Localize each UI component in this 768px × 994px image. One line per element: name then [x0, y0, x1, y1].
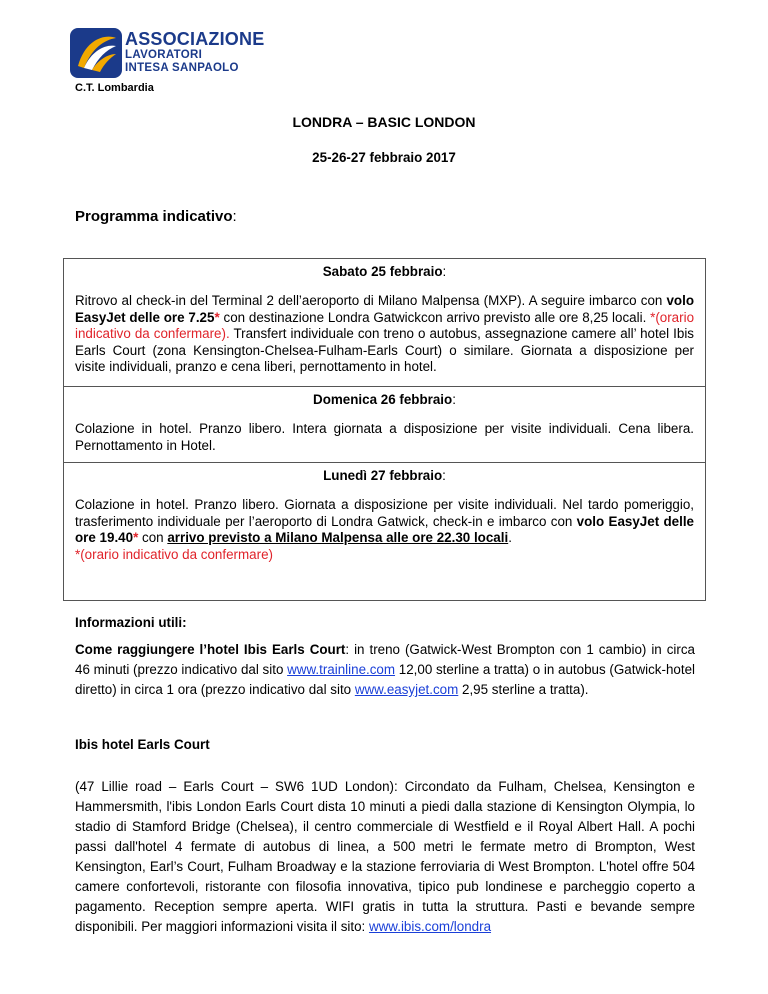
day-section-monday [64, 463, 705, 600]
regional-committee: C.T. Lombardia [75, 82, 154, 94]
association-logo [70, 28, 265, 80]
program-heading [75, 208, 237, 225]
day-heading: Sabato 25 febbraio: [322, 264, 447, 279]
program-label: Programma indicativo [75, 208, 233, 225]
trainline-link[interactable]: www.trainline.com [287, 662, 396, 677]
hotel-heading: Ibis hotel Earls Court [75, 737, 210, 752]
day-description: Colazione in hotel. Pranzo libero. Giornata a disposizione per visite individuali. Nel tardo pomeriggio, trasferimento individuale per l’aeroporto di Londra Gatwick, check-in e imbarco con volo EasyJet delle ore 19.40* con arrivo previsto a Milano Malpensa alle ore 22.30 locali. *(orario indicativo da confermare) [75, 497, 695, 562]
how-to-reach-paragraph: Come raggiungere l’hotel Ibis Earls Court: in treno (Gatwick-West Brompton con 1 cambio) in circa 46 minuti (prezzo indicativo dal sito www.trainline.com 12,00 sterline a tratta) o in autobus (Gatwick-hotel diretto) in circa 1 ora (prezzo indicativo dal sito www.easyjet.com 2,95 sterline a tratta). [75, 642, 695, 697]
day-heading: Domenica 26 febbraio: [313, 392, 456, 407]
logo-line-2: LAVORATORI [125, 49, 203, 61]
trip-dates: 25-26-27 febbraio 2017 [312, 150, 456, 165]
day-section-sunday [64, 387, 705, 463]
logo-line-3: INTESA SANPAOLO [125, 61, 239, 74]
day-section-saturday [64, 259, 705, 387]
ibis-link[interactable]: www.ibis.com/londra [368, 919, 492, 934]
day-description: Colazione in hotel. Pranzo libero. Intera giornata a disposizione per visite individuali. Cena libera. Pernottamento in Hotel. [75, 421, 694, 453]
hotel-description: (47 Lillie road – Earls Court – SW6 1UD London): Circondato da Fulham, Chelsea, Kensington e Hammersmith, l'ibis London Earls Court dista 10 minuti a piedi dalla stazione di Kensington Olympia, lo stadio di Stamford Bridge (Chelsea), il centro commerciale di Westfield e il Royal Albert Hall. A pochi passi dall'hotel 4 fermate di autobus di linea, a 500 metri le fermate metro di Brompton, West Kensington, Earl’s Court, Fulham Broadway e la stazione ferroviaria di West Brompton. L'hotel offre 504 camere confortevoli, ristorante con filosofia innovativa, tipico pub londinese e parcheggio coperto a pagamento. Reception sempre aperta. WIFI gratis in tutta la struttura. Pasti e bevande sempre disponibili. Per maggiori informazioni visita il sito: www.ibis.com/londra [75, 779, 695, 934]
day-heading: Lunedì 27 febbraio: [323, 468, 446, 483]
itinerary-table [63, 258, 706, 601]
logo-emblem-icon [70, 28, 122, 78]
program-colon: : [232, 208, 237, 225]
logo-line-1: ASSOCIAZIONE [125, 29, 265, 49]
easyjet-link[interactable]: www.easyjet.com [354, 682, 459, 697]
trip-title: LONDRA – BASIC LONDON [292, 114, 476, 130]
day-description: Ritrovo al check-in del Terminal 2 dell’aeroporto di Milano Malpensa (MXP). A seguire imbarco con volo EasyJet delle ore 7.25* con destinazione Londra Gatwickcon arrivo previsto alle ore 8,25 locali. *(orario indicativo da confermare). Transfert individuale con treno o autobus, assegnazione camere all’ hotel Ibis Earls Court (zona Kensington-Chelsea-Fulham-Earls Court) o similare. Giornata a disposizione per visite individuali, pranzo e cena liberi, pernottamento in hotel. [75, 293, 695, 374]
logo-wordmark [125, 30, 264, 74]
useful-info-heading: Informazioni utili: [75, 615, 187, 630]
